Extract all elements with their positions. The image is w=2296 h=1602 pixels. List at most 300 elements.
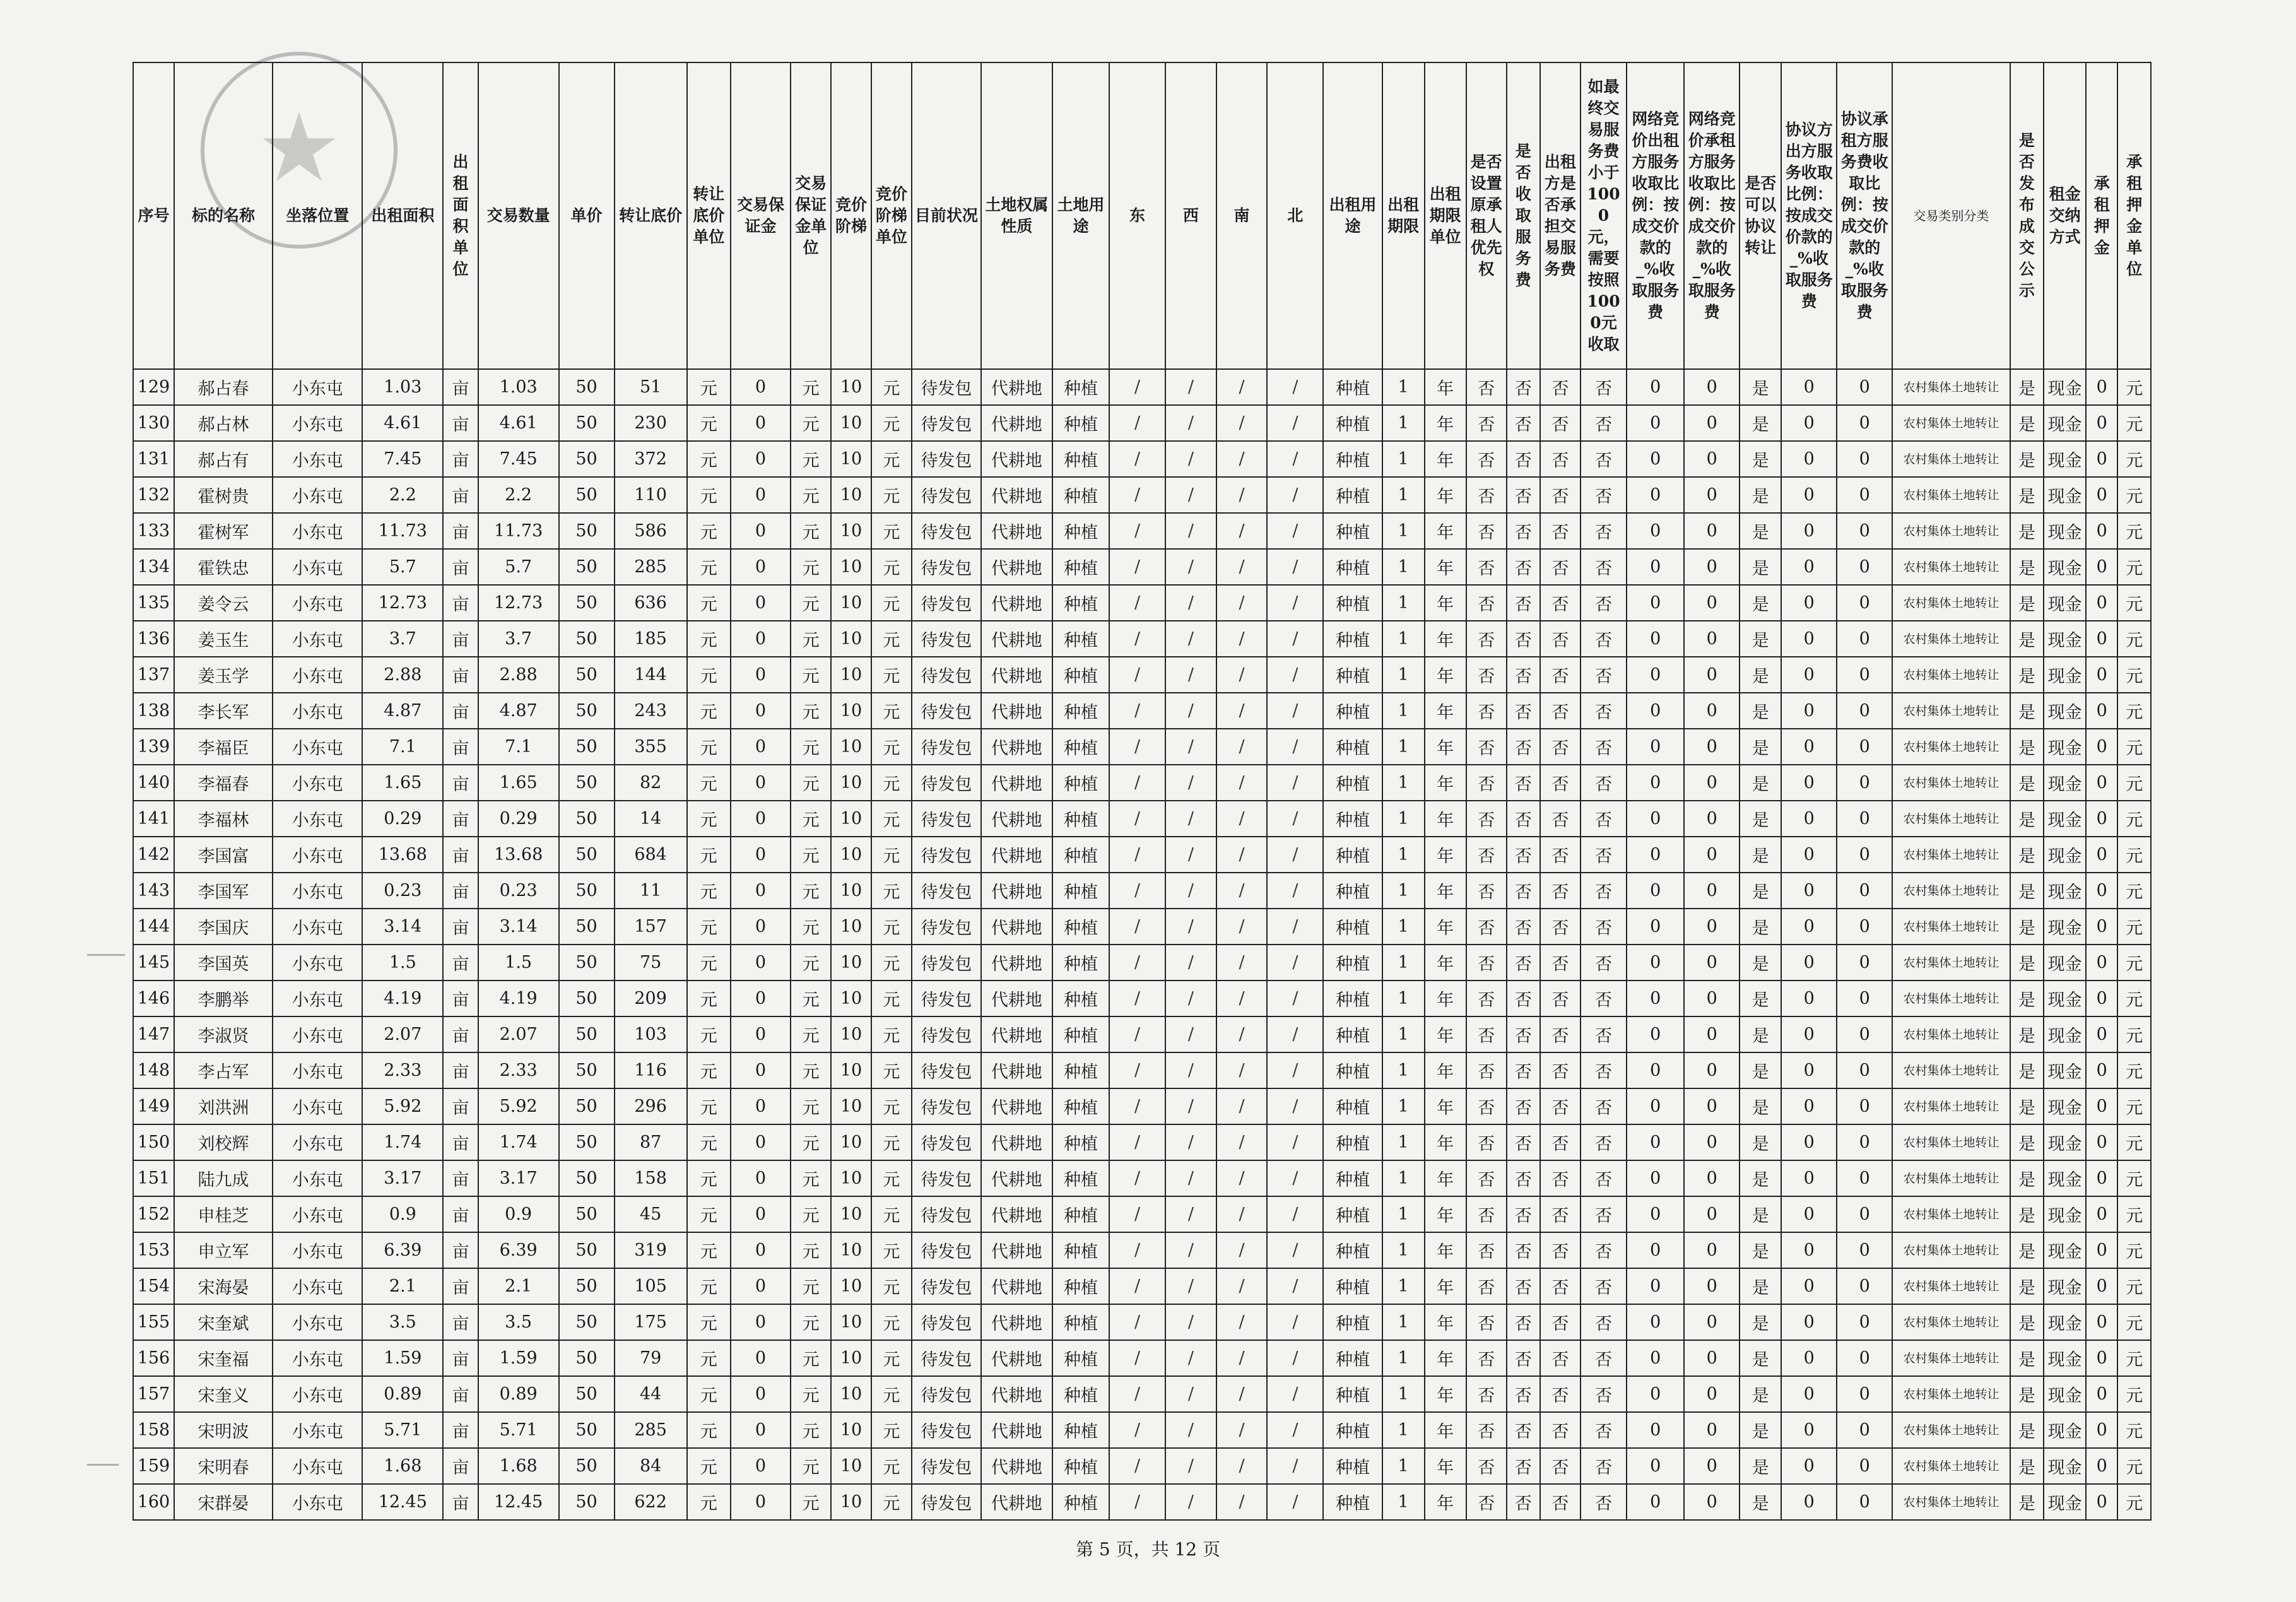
location-cell: 小东屯 bbox=[273, 1232, 362, 1268]
column-header: 目前状况 bbox=[912, 62, 981, 369]
north-boundary-cell: / bbox=[1267, 441, 1323, 477]
deposit-cell: 0 bbox=[731, 1160, 791, 1196]
agreement-lessor-rate-cell: 0 bbox=[1781, 801, 1837, 837]
deposit-cell: 0 bbox=[731, 1484, 791, 1520]
deposit-unit-cell: 元 bbox=[791, 1088, 831, 1124]
lease-deposit-cell: 0 bbox=[2086, 441, 2117, 477]
south-boundary-cell: / bbox=[1216, 1160, 1268, 1196]
current-status-cell: 待发包 bbox=[912, 369, 981, 405]
subject-name-cell: 宋奎义 bbox=[174, 1376, 273, 1412]
subject-name-cell: 李国庆 bbox=[174, 909, 273, 945]
service-fee-cell: 否 bbox=[1507, 1124, 1540, 1160]
agreement-lessor-rate-cell: 0 bbox=[1781, 729, 1837, 765]
negotiable-transfer-cell: 是 bbox=[1740, 1016, 1781, 1052]
row-number-cell: 155 bbox=[133, 1304, 174, 1340]
lease-area-cell: 2.88 bbox=[362, 657, 443, 693]
lease-term-cell: 1 bbox=[1382, 1052, 1425, 1088]
east-boundary-cell: / bbox=[1109, 549, 1165, 585]
subject-name-cell: 李国英 bbox=[174, 945, 273, 981]
column-header: 西 bbox=[1165, 62, 1216, 369]
area-unit-cell: 亩 bbox=[443, 729, 478, 765]
lease-area-cell: 13.68 bbox=[362, 837, 443, 873]
current-status-cell: 待发包 bbox=[912, 549, 981, 585]
land-use-cell: 种植 bbox=[1052, 981, 1109, 1016]
subject-name-cell: 姜玉学 bbox=[174, 657, 273, 693]
current-status-cell: 待发包 bbox=[912, 801, 981, 837]
deposit-unit-cell: 元 bbox=[791, 1340, 831, 1376]
bid-step-cell: 10 bbox=[831, 801, 871, 837]
lease-use-cell: 种植 bbox=[1323, 945, 1382, 981]
unit-price-cell: 50 bbox=[559, 1448, 615, 1484]
lease-term-cell: 1 bbox=[1382, 1412, 1425, 1448]
base-price-cell: 87 bbox=[615, 1124, 687, 1160]
payment-method-cell: 现金 bbox=[2044, 729, 2086, 765]
area-unit-cell: 亩 bbox=[443, 945, 478, 981]
base-price-cell: 79 bbox=[615, 1340, 687, 1376]
deposit-cell: 0 bbox=[731, 801, 791, 837]
table-row bbox=[133, 1052, 2151, 1088]
bid-step-cell: 10 bbox=[831, 729, 871, 765]
subject-name-cell: 霍铁忠 bbox=[174, 549, 273, 585]
service-fee-cell: 否 bbox=[1507, 477, 1540, 513]
lease-area-cell: 11.73 bbox=[362, 513, 443, 549]
location-cell: 小东屯 bbox=[273, 1196, 362, 1232]
online-lessor-rate-cell: 0 bbox=[1627, 1088, 1684, 1124]
bid-step-unit-cell: 元 bbox=[871, 765, 912, 801]
negotiable-transfer-cell: 是 bbox=[1740, 1268, 1781, 1304]
transaction-category-cell: 农村集体土地转让 bbox=[1892, 621, 2010, 657]
lease-term-unit-cell: 年 bbox=[1425, 621, 1466, 657]
online-lessor-rate-cell: 0 bbox=[1627, 837, 1684, 873]
payment-method-cell: 现金 bbox=[2044, 1484, 2086, 1520]
service-fee-cell: 否 bbox=[1507, 513, 1540, 549]
south-boundary-cell: / bbox=[1216, 585, 1268, 621]
priority-right-cell: 否 bbox=[1466, 549, 1507, 585]
lease-term-cell: 1 bbox=[1382, 873, 1425, 909]
east-boundary-cell: / bbox=[1109, 837, 1165, 873]
online-lessee-rate-cell: 0 bbox=[1684, 693, 1740, 729]
online-lessee-rate-cell: 0 bbox=[1684, 801, 1740, 837]
lease-term-unit-cell: 年 bbox=[1425, 1340, 1466, 1376]
current-status-cell: 待发包 bbox=[912, 1088, 981, 1124]
location-cell: 小东屯 bbox=[273, 729, 362, 765]
west-boundary-cell: / bbox=[1165, 657, 1216, 693]
current-status-cell: 待发包 bbox=[912, 1412, 981, 1448]
current-status-cell: 待发包 bbox=[912, 945, 981, 981]
land-use-cell: 种植 bbox=[1052, 873, 1109, 909]
location-cell: 小东屯 bbox=[273, 1484, 362, 1520]
lease-deposit-cell: 0 bbox=[2086, 1340, 2117, 1376]
west-boundary-cell: / bbox=[1165, 441, 1216, 477]
location-cell: 小东屯 bbox=[273, 585, 362, 621]
row-number-cell: 153 bbox=[133, 1232, 174, 1268]
bid-step-cell: 10 bbox=[831, 1304, 871, 1340]
base-price-cell: 319 bbox=[615, 1232, 687, 1268]
lease-area-cell: 3.7 bbox=[362, 621, 443, 657]
lease-use-cell: 种植 bbox=[1323, 693, 1382, 729]
location-cell: 小东屯 bbox=[273, 765, 362, 801]
east-boundary-cell: / bbox=[1109, 945, 1165, 981]
south-boundary-cell: / bbox=[1216, 945, 1268, 981]
quantity-cell: 4.87 bbox=[478, 693, 559, 729]
payment-method-cell: 现金 bbox=[2044, 693, 2086, 729]
lease-term-unit-cell: 年 bbox=[1425, 1160, 1466, 1196]
lease-term-unit-cell: 年 bbox=[1425, 837, 1466, 873]
transaction-category-cell: 农村集体土地转让 bbox=[1892, 1052, 2010, 1088]
column-header: 竞价阶梯 bbox=[831, 62, 871, 369]
lease-term-cell: 1 bbox=[1382, 657, 1425, 693]
lease-deposit-unit-cell: 元 bbox=[2117, 909, 2151, 945]
deposit-cell: 0 bbox=[731, 693, 791, 729]
north-boundary-cell: / bbox=[1267, 585, 1323, 621]
ownership-cell: 代耕地 bbox=[981, 1340, 1052, 1376]
base-price-cell: 82 bbox=[615, 765, 687, 801]
north-boundary-cell: / bbox=[1267, 1376, 1323, 1412]
lease-use-cell: 种植 bbox=[1323, 1484, 1382, 1520]
column-header: 单价 bbox=[559, 62, 615, 369]
north-boundary-cell: / bbox=[1267, 1304, 1323, 1340]
current-status-cell: 待发包 bbox=[912, 1232, 981, 1268]
lease-deposit-unit-cell: 元 bbox=[2117, 1016, 2151, 1052]
transaction-category-cell: 农村集体土地转让 bbox=[1892, 405, 2010, 441]
lessor-pays-fee-cell: 否 bbox=[1540, 1484, 1581, 1520]
location-cell: 小东屯 bbox=[273, 981, 362, 1016]
lessor-pays-fee-cell: 否 bbox=[1540, 981, 1581, 1016]
bid-step-unit-cell: 元 bbox=[871, 1196, 912, 1232]
negotiable-transfer-cell: 是 bbox=[1740, 1340, 1781, 1376]
publish-result-cell: 是 bbox=[2010, 1232, 2044, 1268]
lease-deposit-cell: 0 bbox=[2086, 477, 2117, 513]
lease-deposit-unit-cell: 元 bbox=[2117, 621, 2151, 657]
online-lessor-rate-cell: 0 bbox=[1627, 477, 1684, 513]
location-cell: 小东屯 bbox=[273, 1268, 362, 1304]
east-boundary-cell: / bbox=[1109, 1016, 1165, 1052]
service-fee-cell: 否 bbox=[1507, 1340, 1540, 1376]
publish-result-cell: 是 bbox=[2010, 1484, 2044, 1520]
table-row bbox=[133, 1160, 2151, 1196]
subject-name-cell: 刘洪洲 bbox=[174, 1088, 273, 1124]
service-fee-cell: 否 bbox=[1507, 837, 1540, 873]
subject-name-cell: 李福臣 bbox=[174, 729, 273, 765]
unit-price-cell: 50 bbox=[559, 441, 615, 477]
unit-price-cell: 50 bbox=[559, 657, 615, 693]
lease-term-unit-cell: 年 bbox=[1425, 1052, 1466, 1088]
agreement-lessee-rate-cell: 0 bbox=[1837, 729, 1892, 765]
bid-step-unit-cell: 元 bbox=[871, 729, 912, 765]
bid-step-unit-cell: 元 bbox=[871, 837, 912, 873]
deposit-cell: 0 bbox=[731, 981, 791, 1016]
base-price-unit-cell: 元 bbox=[687, 657, 731, 693]
lease-area-cell: 4.61 bbox=[362, 405, 443, 441]
agreement-lessee-rate-cell: 0 bbox=[1837, 1088, 1892, 1124]
location-cell: 小东屯 bbox=[273, 441, 362, 477]
lease-term-unit-cell: 年 bbox=[1425, 585, 1466, 621]
online-lessor-rate-cell: 0 bbox=[1627, 1484, 1684, 1520]
location-cell: 小东屯 bbox=[273, 657, 362, 693]
quantity-cell: 5.92 bbox=[478, 1088, 559, 1124]
bid-step-cell: 10 bbox=[831, 765, 871, 801]
publish-result-cell: 是 bbox=[2010, 693, 2044, 729]
subject-name-cell: 霍树贵 bbox=[174, 477, 273, 513]
min-fee-rule-cell: 否 bbox=[1581, 801, 1627, 837]
quantity-cell: 13.68 bbox=[478, 837, 559, 873]
publish-result-cell: 是 bbox=[2010, 441, 2044, 477]
quantity-cell: 3.5 bbox=[478, 1304, 559, 1340]
west-boundary-cell: / bbox=[1165, 693, 1216, 729]
column-header: 土地用途 bbox=[1052, 62, 1109, 369]
unit-price-cell: 50 bbox=[559, 729, 615, 765]
north-boundary-cell: / bbox=[1267, 657, 1323, 693]
area-unit-cell: 亩 bbox=[443, 477, 478, 513]
column-header: 交易数量 bbox=[478, 62, 559, 369]
column-header: 坐落位置 bbox=[273, 62, 362, 369]
south-boundary-cell: / bbox=[1216, 765, 1268, 801]
lease-deposit-unit-cell: 元 bbox=[2117, 837, 2151, 873]
lease-term-cell: 1 bbox=[1382, 1160, 1425, 1196]
bid-step-cell: 10 bbox=[831, 1160, 871, 1196]
base-price-unit-cell: 元 bbox=[687, 1088, 731, 1124]
subject-name-cell: 申桂芝 bbox=[174, 1196, 273, 1232]
negotiable-transfer-cell: 是 bbox=[1740, 981, 1781, 1016]
transaction-category-cell: 农村集体土地转让 bbox=[1892, 1160, 2010, 1196]
min-fee-rule-cell: 否 bbox=[1581, 405, 1627, 441]
deposit-cell: 0 bbox=[731, 909, 791, 945]
service-fee-cell: 否 bbox=[1507, 765, 1540, 801]
north-boundary-cell: / bbox=[1267, 1448, 1323, 1484]
table-row bbox=[133, 765, 2151, 801]
online-lessor-rate-cell: 0 bbox=[1627, 621, 1684, 657]
row-number-cell: 158 bbox=[133, 1412, 174, 1448]
current-status-cell: 待发包 bbox=[912, 1124, 981, 1160]
area-unit-cell: 亩 bbox=[443, 585, 478, 621]
land-use-cell: 种植 bbox=[1052, 1016, 1109, 1052]
negotiable-transfer-cell: 是 bbox=[1740, 657, 1781, 693]
negotiable-transfer-cell: 是 bbox=[1740, 405, 1781, 441]
publish-result-cell: 是 bbox=[2010, 1088, 2044, 1124]
service-fee-cell: 否 bbox=[1507, 1376, 1540, 1412]
subject-name-cell: 姜令云 bbox=[174, 585, 273, 621]
lease-use-cell: 种植 bbox=[1323, 549, 1382, 585]
payment-method-cell: 现金 bbox=[2044, 1088, 2086, 1124]
online-lessee-rate-cell: 0 bbox=[1684, 909, 1740, 945]
lease-area-cell: 1.03 bbox=[362, 369, 443, 405]
unit-price-cell: 50 bbox=[559, 585, 615, 621]
min-fee-rule-cell: 否 bbox=[1581, 369, 1627, 405]
service-fee-cell: 否 bbox=[1507, 873, 1540, 909]
lease-deposit-unit-cell: 元 bbox=[2117, 549, 2151, 585]
payment-method-cell: 现金 bbox=[2044, 765, 2086, 801]
deposit-cell: 0 bbox=[731, 1340, 791, 1376]
online-lessee-rate-cell: 0 bbox=[1684, 549, 1740, 585]
location-cell: 小东屯 bbox=[273, 909, 362, 945]
east-boundary-cell: / bbox=[1109, 405, 1165, 441]
publish-result-cell: 是 bbox=[2010, 909, 2044, 945]
lease-use-cell: 种植 bbox=[1323, 405, 1382, 441]
deposit-unit-cell: 元 bbox=[791, 765, 831, 801]
west-boundary-cell: / bbox=[1165, 1340, 1216, 1376]
column-header: 租金交纳方式 bbox=[2044, 62, 2086, 369]
lease-deposit-cell: 0 bbox=[2086, 657, 2117, 693]
east-boundary-cell: / bbox=[1109, 369, 1165, 405]
transaction-category-cell: 农村集体土地转让 bbox=[1892, 1232, 2010, 1268]
deposit-unit-cell: 元 bbox=[791, 801, 831, 837]
transaction-category-cell: 农村集体土地转让 bbox=[1892, 441, 2010, 477]
negotiable-transfer-cell: 是 bbox=[1740, 765, 1781, 801]
negotiable-transfer-cell: 是 bbox=[1740, 1412, 1781, 1448]
min-fee-rule-cell: 否 bbox=[1581, 1088, 1627, 1124]
west-boundary-cell: / bbox=[1165, 1268, 1216, 1304]
land-use-cell: 种植 bbox=[1052, 1340, 1109, 1376]
lease-deposit-unit-cell: 元 bbox=[2117, 693, 2151, 729]
service-fee-cell: 否 bbox=[1507, 729, 1540, 765]
bid-step-cell: 10 bbox=[831, 549, 871, 585]
payment-method-cell: 现金 bbox=[2044, 945, 2086, 981]
table-row bbox=[133, 729, 2151, 765]
min-fee-rule-cell: 否 bbox=[1581, 693, 1627, 729]
base-price-cell: 243 bbox=[615, 693, 687, 729]
lease-deposit-cell: 0 bbox=[2086, 1448, 2117, 1484]
east-boundary-cell: / bbox=[1109, 1448, 1165, 1484]
ownership-cell: 代耕地 bbox=[981, 549, 1052, 585]
lease-deposit-cell: 0 bbox=[2086, 693, 2117, 729]
payment-method-cell: 现金 bbox=[2044, 801, 2086, 837]
east-boundary-cell: / bbox=[1109, 1376, 1165, 1412]
agreement-lessee-rate-cell: 0 bbox=[1837, 405, 1892, 441]
lessor-pays-fee-cell: 否 bbox=[1540, 1268, 1581, 1304]
lease-use-cell: 种植 bbox=[1323, 1124, 1382, 1160]
lease-term-unit-cell: 年 bbox=[1425, 801, 1466, 837]
deposit-unit-cell: 元 bbox=[791, 621, 831, 657]
column-header: 出租面积 bbox=[362, 62, 443, 369]
north-boundary-cell: / bbox=[1267, 801, 1323, 837]
priority-right-cell: 否 bbox=[1466, 837, 1507, 873]
publish-result-cell: 是 bbox=[2010, 873, 2044, 909]
base-price-cell: 209 bbox=[615, 981, 687, 1016]
payment-method-cell: 现金 bbox=[2044, 1340, 2086, 1376]
land-use-cell: 种植 bbox=[1052, 1052, 1109, 1088]
unit-price-cell: 50 bbox=[559, 1268, 615, 1304]
lease-term-unit-cell: 年 bbox=[1425, 945, 1466, 981]
land-use-cell: 种植 bbox=[1052, 441, 1109, 477]
land-use-cell: 种植 bbox=[1052, 1484, 1109, 1520]
ownership-cell: 代耕地 bbox=[981, 1448, 1052, 1484]
lease-deposit-unit-cell: 元 bbox=[2117, 1196, 2151, 1232]
area-unit-cell: 亩 bbox=[443, 1160, 478, 1196]
service-fee-cell: 否 bbox=[1507, 981, 1540, 1016]
area-unit-cell: 亩 bbox=[443, 981, 478, 1016]
min-fee-rule-cell: 否 bbox=[1581, 1268, 1627, 1304]
priority-right-cell: 否 bbox=[1466, 909, 1507, 945]
west-boundary-cell: / bbox=[1165, 369, 1216, 405]
subject-name-cell: 郝占有 bbox=[174, 441, 273, 477]
west-boundary-cell: / bbox=[1165, 1232, 1216, 1268]
lease-term-unit-cell: 年 bbox=[1425, 1124, 1466, 1160]
quantity-cell: 6.39 bbox=[478, 1232, 559, 1268]
subject-name-cell: 宋明波 bbox=[174, 1412, 273, 1448]
south-boundary-cell: / bbox=[1216, 1232, 1268, 1268]
north-boundary-cell: / bbox=[1267, 1052, 1323, 1088]
base-price-unit-cell: 元 bbox=[687, 477, 731, 513]
priority-right-cell: 否 bbox=[1466, 585, 1507, 621]
bid-step-unit-cell: 元 bbox=[871, 621, 912, 657]
priority-right-cell: 否 bbox=[1466, 1448, 1507, 1484]
lease-use-cell: 种植 bbox=[1323, 1088, 1382, 1124]
deposit-cell: 0 bbox=[731, 1088, 791, 1124]
online-lessee-rate-cell: 0 bbox=[1684, 837, 1740, 873]
payment-method-cell: 现金 bbox=[2044, 1304, 2086, 1340]
south-boundary-cell: / bbox=[1216, 477, 1268, 513]
west-boundary-cell: / bbox=[1165, 1196, 1216, 1232]
lessor-pays-fee-cell: 否 bbox=[1540, 1196, 1581, 1232]
min-fee-rule-cell: 否 bbox=[1581, 1232, 1627, 1268]
west-boundary-cell: / bbox=[1165, 837, 1216, 873]
location-cell: 小东屯 bbox=[273, 369, 362, 405]
table-row bbox=[133, 441, 2151, 477]
lease-use-cell: 种植 bbox=[1323, 1160, 1382, 1196]
land-use-cell: 种植 bbox=[1052, 837, 1109, 873]
priority-right-cell: 否 bbox=[1466, 657, 1507, 693]
online-lessee-rate-cell: 0 bbox=[1684, 1304, 1740, 1340]
row-number-cell: 134 bbox=[133, 549, 174, 585]
online-lessee-rate-cell: 0 bbox=[1684, 1160, 1740, 1196]
column-header: 标的名称 bbox=[174, 62, 273, 369]
lease-deposit-unit-cell: 元 bbox=[2117, 1232, 2151, 1268]
lease-term-cell: 1 bbox=[1382, 801, 1425, 837]
min-fee-rule-cell: 否 bbox=[1581, 477, 1627, 513]
north-boundary-cell: / bbox=[1267, 909, 1323, 945]
quantity-cell: 0.23 bbox=[478, 873, 559, 909]
lease-deposit-cell: 0 bbox=[2086, 837, 2117, 873]
base-price-unit-cell: 元 bbox=[687, 1232, 731, 1268]
lease-deposit-unit-cell: 元 bbox=[2117, 369, 2151, 405]
deposit-cell: 0 bbox=[731, 1412, 791, 1448]
service-fee-cell: 否 bbox=[1507, 1232, 1540, 1268]
lease-area-cell: 3.14 bbox=[362, 909, 443, 945]
column-header: 协议承租方服务费收取比例：按成交价款的_%收取服务费 bbox=[1837, 62, 1892, 369]
location-cell: 小东屯 bbox=[273, 1304, 362, 1340]
base-price-cell: 285 bbox=[615, 549, 687, 585]
base-price-unit-cell: 元 bbox=[687, 1376, 731, 1412]
lease-use-cell: 种植 bbox=[1323, 477, 1382, 513]
north-boundary-cell: / bbox=[1267, 477, 1323, 513]
lease-term-unit-cell: 年 bbox=[1425, 729, 1466, 765]
lease-deposit-cell: 0 bbox=[2086, 369, 2117, 405]
lease-area-cell: 4.19 bbox=[362, 981, 443, 1016]
online-lessor-rate-cell: 0 bbox=[1627, 1268, 1684, 1304]
bid-step-cell: 10 bbox=[831, 981, 871, 1016]
min-fee-rule-cell: 否 bbox=[1581, 729, 1627, 765]
area-unit-cell: 亩 bbox=[443, 1412, 478, 1448]
south-boundary-cell: / bbox=[1216, 981, 1268, 1016]
area-unit-cell: 亩 bbox=[443, 1304, 478, 1340]
deposit-unit-cell: 元 bbox=[791, 873, 831, 909]
area-unit-cell: 亩 bbox=[443, 513, 478, 549]
lessor-pays-fee-cell: 否 bbox=[1540, 1448, 1581, 1484]
agreement-lessor-rate-cell: 0 bbox=[1781, 657, 1837, 693]
lease-area-cell: 0.89 bbox=[362, 1376, 443, 1412]
lease-area-cell: 1.5 bbox=[362, 945, 443, 981]
publish-result-cell: 是 bbox=[2010, 1052, 2044, 1088]
quantity-cell: 5.71 bbox=[478, 1412, 559, 1448]
agreement-lessee-rate-cell: 0 bbox=[1837, 657, 1892, 693]
column-header: 转让底价 bbox=[615, 62, 687, 369]
bid-step-unit-cell: 元 bbox=[871, 1376, 912, 1412]
bid-step-cell: 10 bbox=[831, 477, 871, 513]
row-number-cell: 157 bbox=[133, 1376, 174, 1412]
area-unit-cell: 亩 bbox=[443, 1376, 478, 1412]
location-cell: 小东屯 bbox=[273, 1052, 362, 1088]
payment-method-cell: 现金 bbox=[2044, 369, 2086, 405]
